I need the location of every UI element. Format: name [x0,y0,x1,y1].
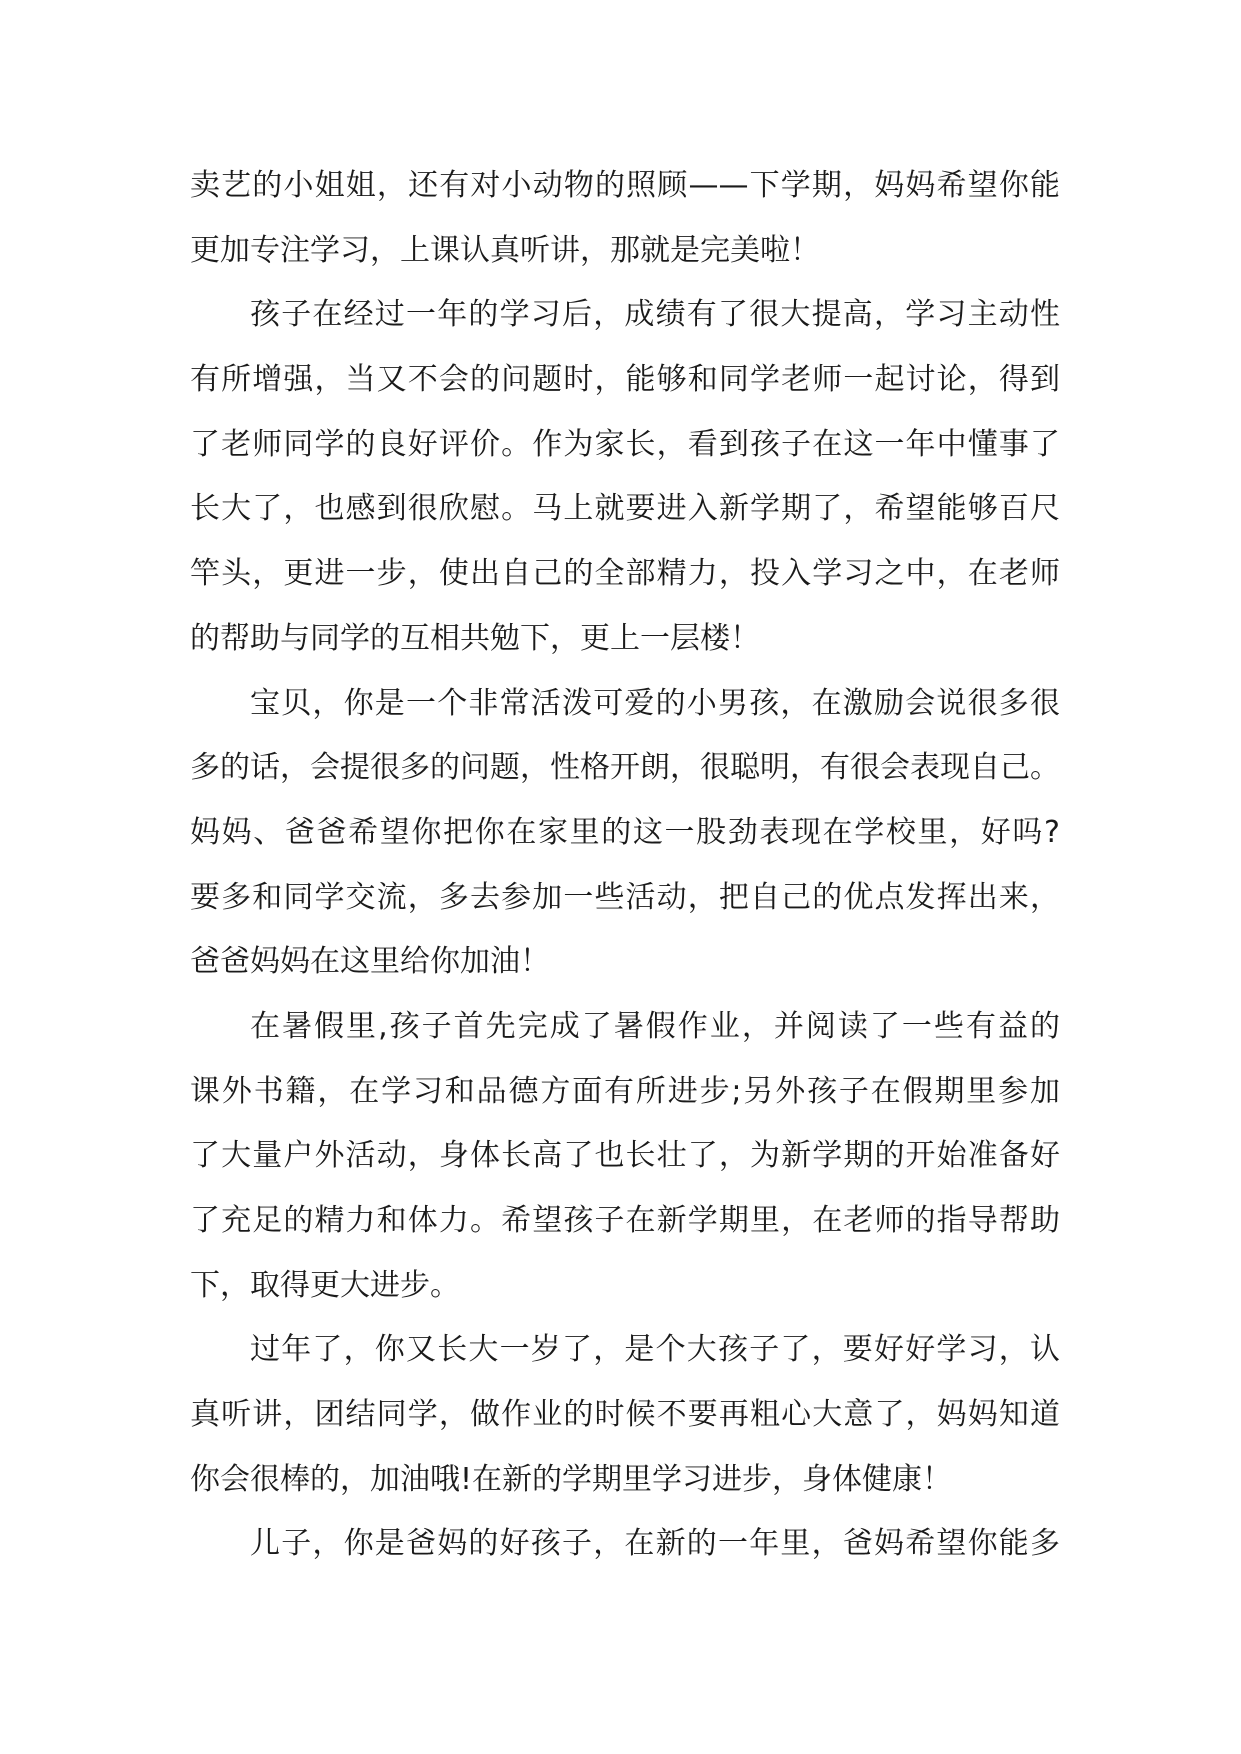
text-line: 要多和同学交流，多去参加一些活动，把自己的优点发挥出来， [190,879,1060,915]
text-line: 竿头，更进一步，使出自己的全部精力，投入学习之中，在老师 [190,556,1060,592]
text-line: 儿子，你是爸妈的好孩子，在新的一年里，爸妈希望你能多 [250,1526,1060,1562]
text-line: 了充足的精力和体力。希望孩子在新学期里，在老师的指导帮助 [190,1203,1060,1238]
text-line: 的帮助与同学的互相共勉下，更上一层楼！ [190,620,760,656]
paragraph-3 [190,672,1060,995]
text-line: 过年了，你又长大一岁了，是个大孩子了，要好好学习，认 [250,1332,1060,1368]
text-line: 下，取得更大进步。 [190,1267,460,1303]
text-line: 了大量户外活动，身体长高了也长壮了，为新学期的开始准备好 [190,1138,1060,1174]
text-line: 卖艺的小姐姐，还有对小动物的照顾——下学期，妈妈希望你能 [190,168,1060,203]
text-line: 你会很棒的，加油哦!在新的学期里学习进步，身体健康！ [190,1461,953,1497]
text-line: 在暑假里,孩子首先完成了暑假作业，并阅读了一些有益的 [250,1008,1060,1044]
text-line: 宝贝，你是一个非常活泼可爱的小男孩，在激励会说很多很 [250,685,1060,721]
document-body [190,154,1060,1577]
text-line: 真听讲，团结同学，做作业的时候不要再粗心大意了，妈妈知道 [190,1397,1060,1433]
paragraph-2 [190,283,1060,671]
text-line: 孩子在经过一年的学习后，成绩有了很大提高，学习主动性 [250,297,1060,333]
text-line: 有所增强，当又不会的问题时，能够和同学老师一起讨论，得到 [190,362,1060,398]
text-line: 爸爸妈妈在这里给你加油！ [190,944,550,980]
paragraph-1 [190,154,1060,283]
text-line: 了老师同学的良好评价。作为家长，看到孩子在这一年中懂事了 [190,426,1060,462]
text-line: 妈妈、爸爸希望你把你在家里的这一股劲表现在学校里，好吗? [190,814,1060,850]
text-line: 长大了，也感到很欣慰。马上就要进入新学期了，希望能够百尺 [190,491,1060,527]
paragraph-5 [190,1318,1060,1512]
paragraph-6 [190,1512,1060,1577]
text-line: 课外书籍，在学习和品德方面有所进步;另外孩子在假期里参加 [190,1073,1060,1109]
paragraph-4 [190,995,1060,1318]
text-line: 多的话，会提很多的问题，性格开朗，很聪明，有很会表现自己。 [190,750,1060,786]
text-line: 更加专注学习，上课认真听讲，那就是完美啦！ [190,232,820,268]
